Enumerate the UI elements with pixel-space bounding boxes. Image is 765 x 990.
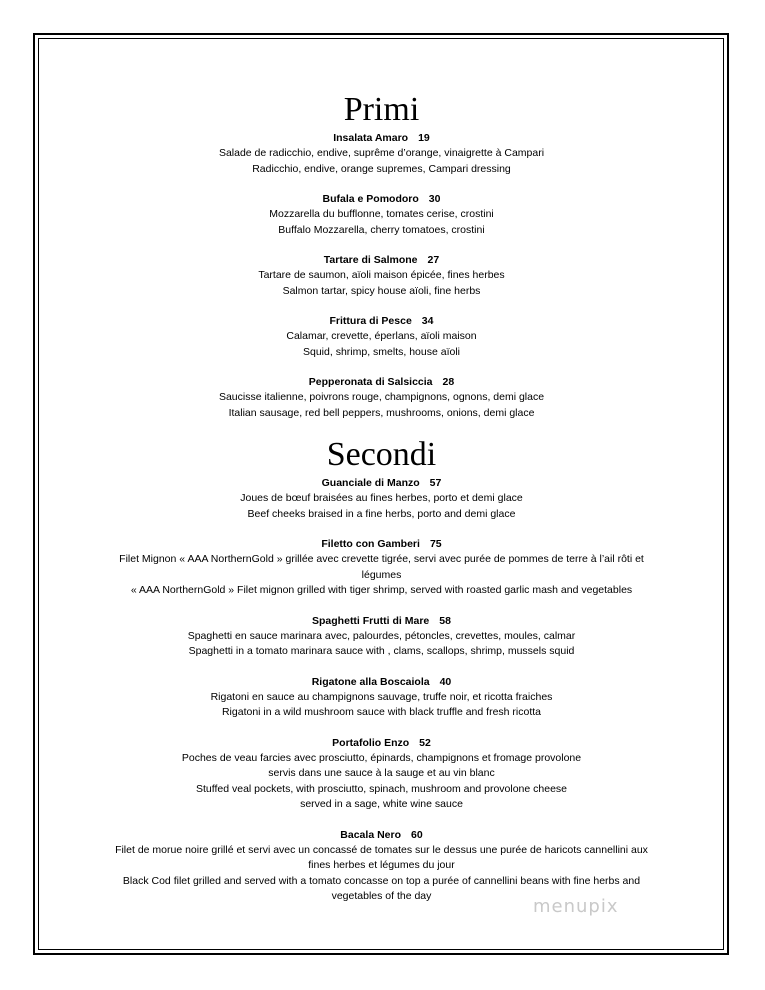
menu-item-heading — [60, 536, 703, 552]
menu-item — [60, 191, 703, 238]
menu-item-description: Rigatoni en sauce au champignons sauvage, truffe noir, et ricotta fraiches — [210, 690, 553, 703]
menu-item-name: Pepperonata di Salsiccia — [308, 376, 433, 388]
menu-item-description: Salmon tartar, spicy house aïoli, fine herbs — [282, 284, 481, 297]
menu-item-price: 30 — [428, 193, 441, 205]
menu-item — [60, 735, 703, 813]
secondi-list — [60, 475, 703, 905]
menu-item — [60, 674, 703, 721]
menu-item-description: Poches de veau farcies avec prosciutto, épinards, champignons et fromage provolone — [181, 751, 582, 764]
menu-item-description: served in a sage, white wine sauce — [300, 798, 463, 810]
menu-item-name: Tartare di Salmone — [323, 254, 418, 266]
menu-item-price: 19 — [418, 132, 430, 144]
menu-item-description: Squid, shrimp, smelts, house aïoli — [303, 345, 460, 358]
primi-list — [60, 130, 703, 421]
menu-item-description: Stuffed veal pockets, with prosciutto, spinach, mushroom and provolone cheese — [195, 782, 568, 795]
menu-item-description: Radicchio, endive, orange supremes, Campari dressing — [252, 162, 511, 175]
menu-item — [60, 536, 703, 599]
primi-title: Primi — [343, 91, 420, 128]
menu-item — [60, 827, 703, 905]
menu-item-description: Spaghetti in a tomato marinara sauce with , clams, scallops, shrimp, mussels squid — [188, 645, 575, 657]
menu-item-description: Rigatoni in a wild mushroom sauce with black truffle and fresh ricotta — [221, 706, 542, 718]
menu-item-description: Italian sausage, red bell peppers, mushrooms, onions, demi glace — [228, 406, 535, 419]
menu-item-heading — [60, 735, 703, 751]
menu-item-description: fines herbes et légumes du jour — [308, 859, 455, 871]
secondi-title: Secondi — [326, 436, 437, 473]
menu-item-price: 60 — [411, 828, 423, 841]
menu-item-description: vegetables of the day — [331, 890, 432, 902]
menu-item-price: 40 — [439, 675, 452, 688]
menu-item-description: Filet de morue noire grillé et servi avec un concassé de tomates sur le dessus une purée de haricots cannellini aux — [115, 843, 648, 856]
menu-item-description: Mozzarella du bufflonne, tomates cerise, crostini — [269, 208, 494, 220]
menu-item-name: Bacala Nero — [340, 828, 401, 841]
menu-item-name: Guanciale di Manzo — [321, 477, 420, 489]
menu-item-description: Buffalo Mozzarella, cherry tomatoes, crostini — [278, 223, 485, 236]
menu-item-description: Salade de radicchio, endive, suprême d’orange, vinaigrette à Campari — [218, 147, 545, 159]
menu-item-heading — [60, 374, 703, 390]
menu-item-heading — [60, 475, 703, 491]
menu-item — [60, 374, 703, 421]
menu-item-heading — [60, 613, 703, 629]
menu-item-heading — [60, 313, 703, 329]
menu-item-price: 57 — [429, 477, 442, 489]
menu-item-name: Insalata Amaro — [333, 132, 409, 144]
menu-item-description: servis dans une sauce à la sauge et au vin blanc — [268, 767, 495, 779]
menu-item-description: Saucisse italienne, poivrons rouge, champignons, ognons, demi glace — [218, 391, 545, 403]
menu-item-price: 75 — [429, 538, 442, 550]
menu-item-name: Rigatone alla Boscaiola — [311, 675, 430, 688]
menu-item — [60, 613, 703, 660]
menu-item-name: Filetto con Gamberi — [321, 538, 420, 550]
menu-item-name: Portafolio Enzo — [332, 736, 410, 749]
menu-item-description: Calamar, crevette, éperlans, aïoli maison — [286, 330, 477, 342]
menu-item-description: Joues de bœuf braisées au fines herbes, porto et demi glace — [240, 492, 523, 504]
menu-item-name: Frittura di Pesce — [329, 315, 412, 327]
menu-item — [60, 313, 703, 360]
menu-item-name: Spaghetti Frutti di Mare — [312, 614, 430, 627]
menu-item-price: 58 — [439, 614, 451, 627]
menu-item-price: 28 — [442, 376, 455, 388]
menu-item-description: Filet Mignon « AAA NorthernGold » grillée avec crevette tigrée, servi avec purée de pommes de terre à l’ail rôti et — [119, 553, 644, 565]
menu-item-description: légumes — [361, 568, 402, 581]
menu-item-heading — [60, 252, 703, 268]
menu-item-heading — [60, 674, 703, 690]
menu-item-description: « AAA NorthernGold » Filet mignon grilled with tiger shrimp, served with roasted garlic mash and vegetables — [130, 584, 633, 596]
menu-item-name: Bufala e Pomodoro — [322, 193, 419, 205]
menu-item-heading — [60, 827, 703, 843]
menu-item — [60, 130, 703, 177]
menu-item-price: 27 — [427, 254, 440, 266]
menu-item — [60, 252, 703, 299]
menu-item-description: Spaghetti en sauce marinara avec, palourdes, pétoncles, crevettes, moules, calmar — [187, 629, 576, 642]
menu-item — [60, 475, 703, 522]
menu-item-price: 52 — [419, 736, 431, 749]
menu-item-heading — [60, 130, 703, 146]
menu-item-description: Black Cod filet grilled and served with a tomato concasse on top a purée of cannellini beans with fine herbs and — [122, 874, 641, 887]
menu-item-description: Beef cheeks braised in a fine herbs, porto and demi glace — [247, 507, 516, 520]
menu-content — [60, 90, 703, 919]
menupix-watermark: menupix — [533, 896, 619, 917]
menu-item-description: Tartare de saumon, aïoli maison épicée, fines herbes — [258, 269, 505, 281]
menu-item-heading — [60, 191, 703, 207]
menu-item-price: 34 — [421, 315, 434, 327]
